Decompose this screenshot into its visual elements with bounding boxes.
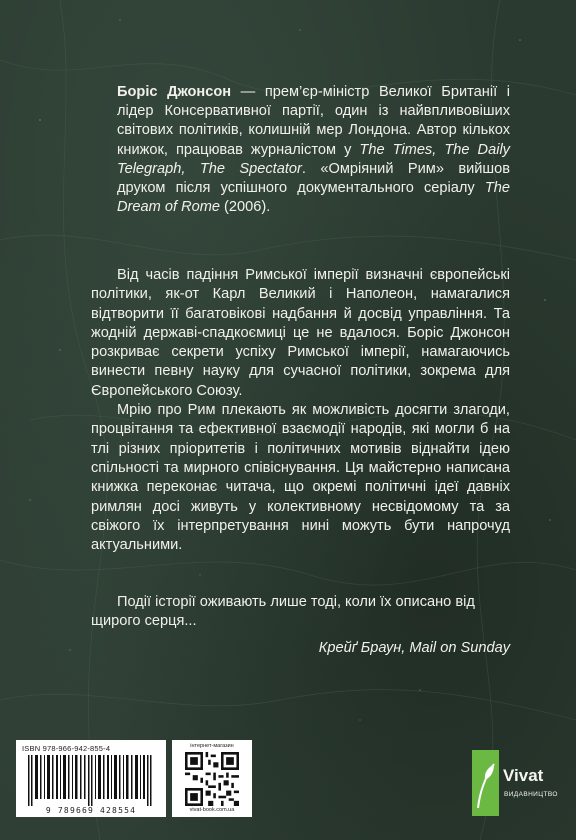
description-paragraph-1: Від часів падіння Римської імперії визначні європейські політики, як-от Карл Великий і Наполеон, намагалися відтворити її багатовікові надбання й досвід управління. Та жодній державі-спадкоємиці це не вдалося. Боріс Джонсон розкриває секрети успіху Римської імперії, намагаючись винести певну науку для сучасної політики, зокрема для Європейського Союзу.	[91, 267, 510, 399]
publisher-subtitle: ВИДАВНИЦТВО	[504, 791, 558, 798]
logo-leaf-icon	[472, 750, 499, 816]
qr-code-icon	[185, 752, 239, 806]
quote-text: Події історії оживають лише тоді, коли їх описано від щирого серця...	[91, 594, 475, 630]
bio-text-2: . «Омріяний Рим» вийшов друком після успішного документального серіалу	[117, 160, 511, 197]
bio-text-3: (2006).	[220, 199, 271, 216]
bio-publications: The Times, The Daily Telegraph, The Spectator	[117, 141, 510, 177]
author-name: Боріс Джонсон	[117, 84, 232, 100]
qr-code-block	[172, 740, 252, 817]
quote-attribution: Крейґ Браун, Mail on Sunday	[318, 639, 510, 656]
qr-label: інтернет-магазин	[190, 743, 234, 749]
bio-text-1: — прем’єр-міністр Великої Британії і лідер Консервативної партії, один із найвпливовіших світових політиків, колишній мер Лондона. Автор кількох книжок, працював журналістом у	[117, 84, 510, 158]
publisher-name: Vivat	[503, 766, 544, 785]
book-description	[91, 266, 510, 555]
isbn-number: ISBN 978-966-942-855-4	[22, 744, 111, 753]
barcode-digits: 9 789669 428554	[22, 806, 160, 815]
publisher-logo	[472, 750, 558, 816]
description-paragraph-2: Мрію про Рим плекають як можливість досягти злагоди, процвітання та ефективної взаємодії народів, які могли б на тлі різних пріоритетів і політичних мотивів віднайти ідею спільності та мирного співіснування. Ця майстерно написана книжка переконає читача, що окремі політичні ідеї давніх римлян досі живуть у колективному несвідомому та за свіжого їх інтерпретування нині можуть бути напрочуд актуальними.	[91, 402, 510, 554]
bio-series-title: The Dream of Rome	[117, 180, 510, 216]
author-bio	[117, 83, 510, 217]
barcode-icon	[22, 755, 160, 807]
qr-website: vivat-book.com.ua	[189, 807, 235, 813]
isbn-barcode	[16, 740, 166, 817]
review-quote	[91, 593, 510, 658]
